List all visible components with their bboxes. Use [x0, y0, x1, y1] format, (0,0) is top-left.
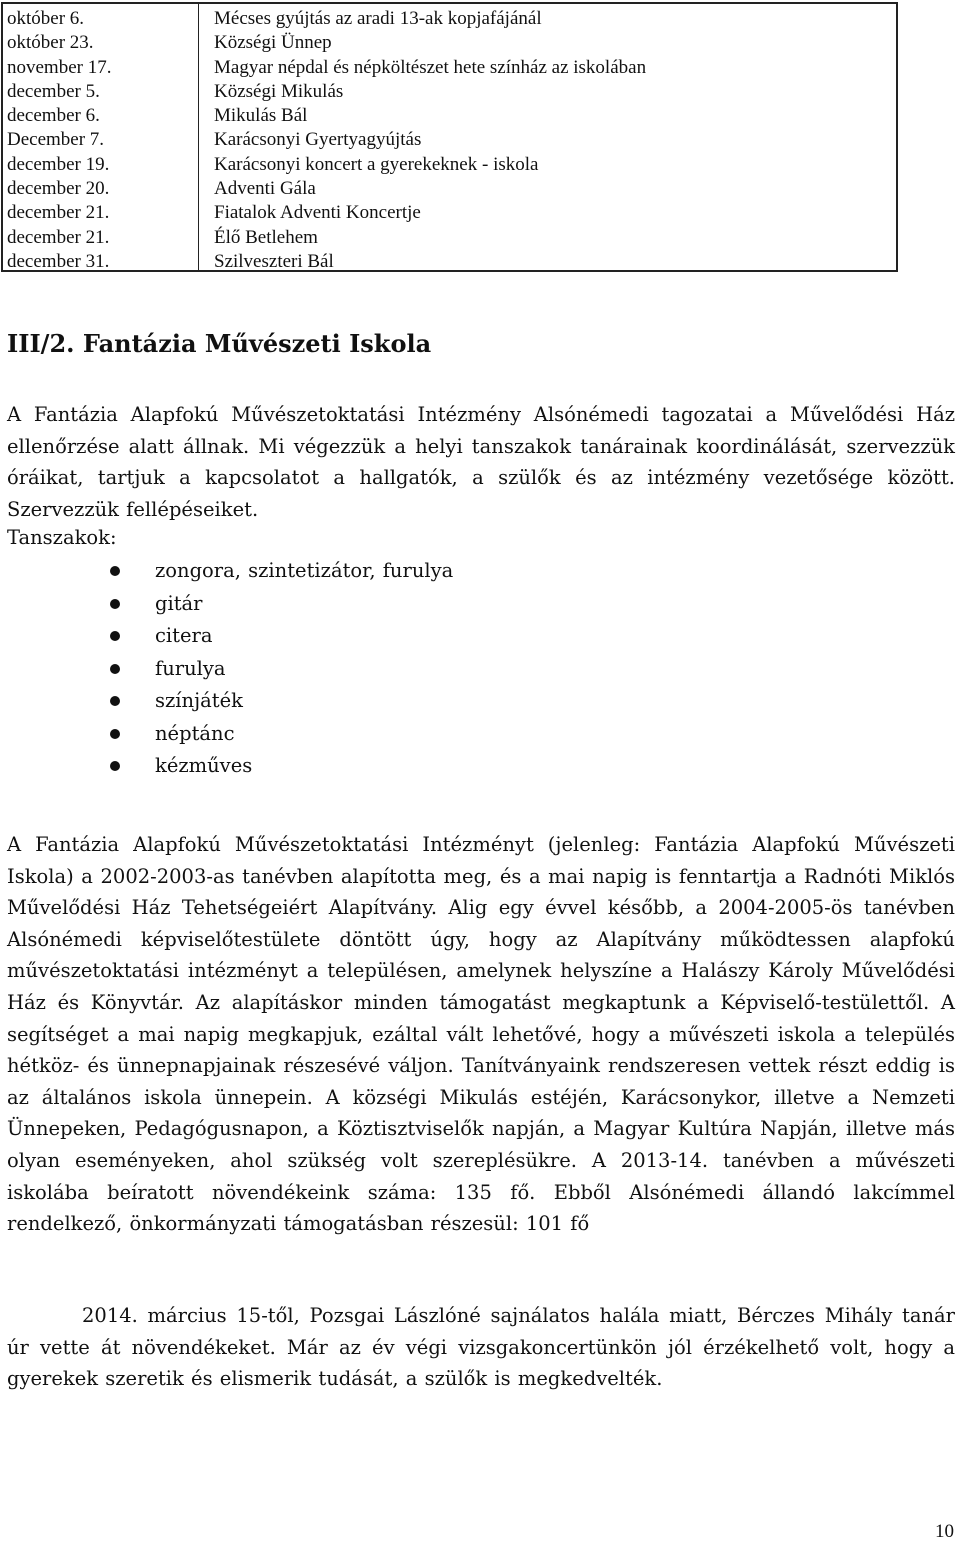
event-date: december 19. — [7, 153, 110, 175]
event-date: november 17. — [7, 56, 112, 78]
bullet-icon — [110, 664, 120, 674]
list-item — [110, 555, 453, 588]
list-item — [110, 588, 453, 621]
page-number: 10 — [935, 1521, 954, 1542]
events-table — [1, 2, 898, 272]
department-name: furulya — [155, 656, 226, 680]
event-name: Mikulás Bál — [214, 105, 308, 127]
section-title: III/2. Fantázia Művészeti Iskola — [7, 329, 432, 358]
events-name-column — [199, 4, 896, 270]
event-name: Karácsonyi koncert a gyerekeknek - iskola — [214, 153, 539, 175]
event-name: Községi Ünnep — [214, 32, 332, 54]
bullet-icon — [110, 729, 120, 739]
history-paragraph: A Fantázia Alapfokú Művészetoktatási Intézményt (jelenleg: Fantázia Alapfokú Művészeti Iskola) a 2002-2003-as tanévben alapította meg, és a mai napig is fenntartja a Radnóti Miklós Művelődési Ház Tehetségeiért Alapítvány. Alig egy évvel később, a 2004-2005-ös tanévben Alsónémedi képviselőtestülete döntött úgy, hogy az Alapítvány működtessen alapfokú művészetoktatási intézményt a településen, amelynek helyszíne a Halászy Károly Művelődési Ház és Könyvtár. Az alapításkor minden támogatást megkaptunk a Képviselő-testülettől. A segítséget a mai napig megkapjuk, ezáltal vált lehetővé, hogy a művészeti iskola a település hétköz- és ünnepnapjainak részesévé váljon. Tanítványaink rendszeresen vettek részt eddig is az általános iskola ünnepein. A községi Mikulás estéjén, Karácsonykor, illetve a Nemzeti Ünnepeken, Pedagógusnapon, a Köztisztviselők napján, a Magyar Kultúra Napján, illetve más olyan eseményeken, ahol szükség volt szereplésükre. A 2013-14. tanévben a művészeti iskolába beíratott növendékeink száma: 135 fő. Ebből Alsónémedi állandó lakcímmel rendelkező, önkormányzati támogatásban részesül: 101 fő — [7, 833, 955, 1236]
departments-label: Tanszakok: — [7, 526, 117, 549]
event-date: december 21. — [7, 202, 110, 224]
event-name: Karácsonyi Gyertyagyújtás — [214, 129, 422, 151]
departments-list — [110, 555, 453, 783]
event-date: December 7. — [7, 129, 105, 151]
event-date: december 31. — [7, 250, 110, 272]
events-date-column — [3, 4, 199, 270]
list-item — [110, 685, 453, 718]
list-item — [110, 750, 453, 783]
bullet-icon — [110, 599, 120, 609]
event-name: Magyar népdal és népköltészet hete színház az iskolában — [214, 56, 647, 78]
list-item — [110, 620, 453, 653]
event-date: október 23. — [7, 32, 94, 54]
event-name: Községi Mikulás — [214, 80, 344, 102]
event-name: Élő Betlehem — [214, 226, 318, 248]
event-date: december 20. — [7, 178, 110, 200]
department-name: citera — [155, 624, 213, 647]
closing-paragraph — [7, 1300, 955, 1395]
event-name: Szilveszteri Bál — [214, 250, 334, 272]
bullet-icon — [110, 761, 120, 771]
event-name: Mécses gyújtás az aradi 13-ak kopjafájánál — [214, 8, 542, 29]
list-item — [110, 653, 453, 686]
department-name: gitár — [155, 591, 203, 615]
department-name: zongora, szintetizátor, furulya — [155, 559, 454, 582]
list-item — [110, 718, 453, 751]
bullet-icon — [110, 696, 120, 706]
event-date: december 6. — [7, 105, 100, 127]
event-date: december 21. — [7, 226, 110, 248]
bullet-icon — [110, 631, 120, 641]
event-date: december 5. — [7, 80, 100, 102]
department-name: színjáték — [155, 689, 243, 712]
bullet-icon — [110, 566, 120, 576]
event-date: október 6. — [7, 8, 85, 29]
intro-paragraph: A Fantázia Alapfokú Művészetoktatási Intézmény Alsónémedi tagozatai a Művelődési Ház ellenőrzése alatt állnak. Mi végezzük a helyi tanszakok tanárainak koordinálását, szervezzük óráikat, tartjuk a kapcsolatot a hallgatók, a szülők és az intézmény vezetősége között. Szervezzük fellépéseiket. — [7, 403, 955, 521]
event-name: Adventi Gála — [214, 178, 316, 200]
event-name: Fiatalok Adventi Koncertje — [214, 202, 421, 224]
department-name: kézműves — [155, 754, 253, 777]
closing-text: 2014. március 15-től, Pozsgai Lászlóné sajnálatos halála miatt, Bérczes Mihály tanár úr vette át növendékeket. Már az év végi vizsgakoncertünkön jól érzékelhető volt, hogy a gyerekek szeretik és elismerik tudását, a szülők is megkedvelték. — [7, 1304, 955, 1391]
department-name: néptánc — [155, 721, 235, 745]
